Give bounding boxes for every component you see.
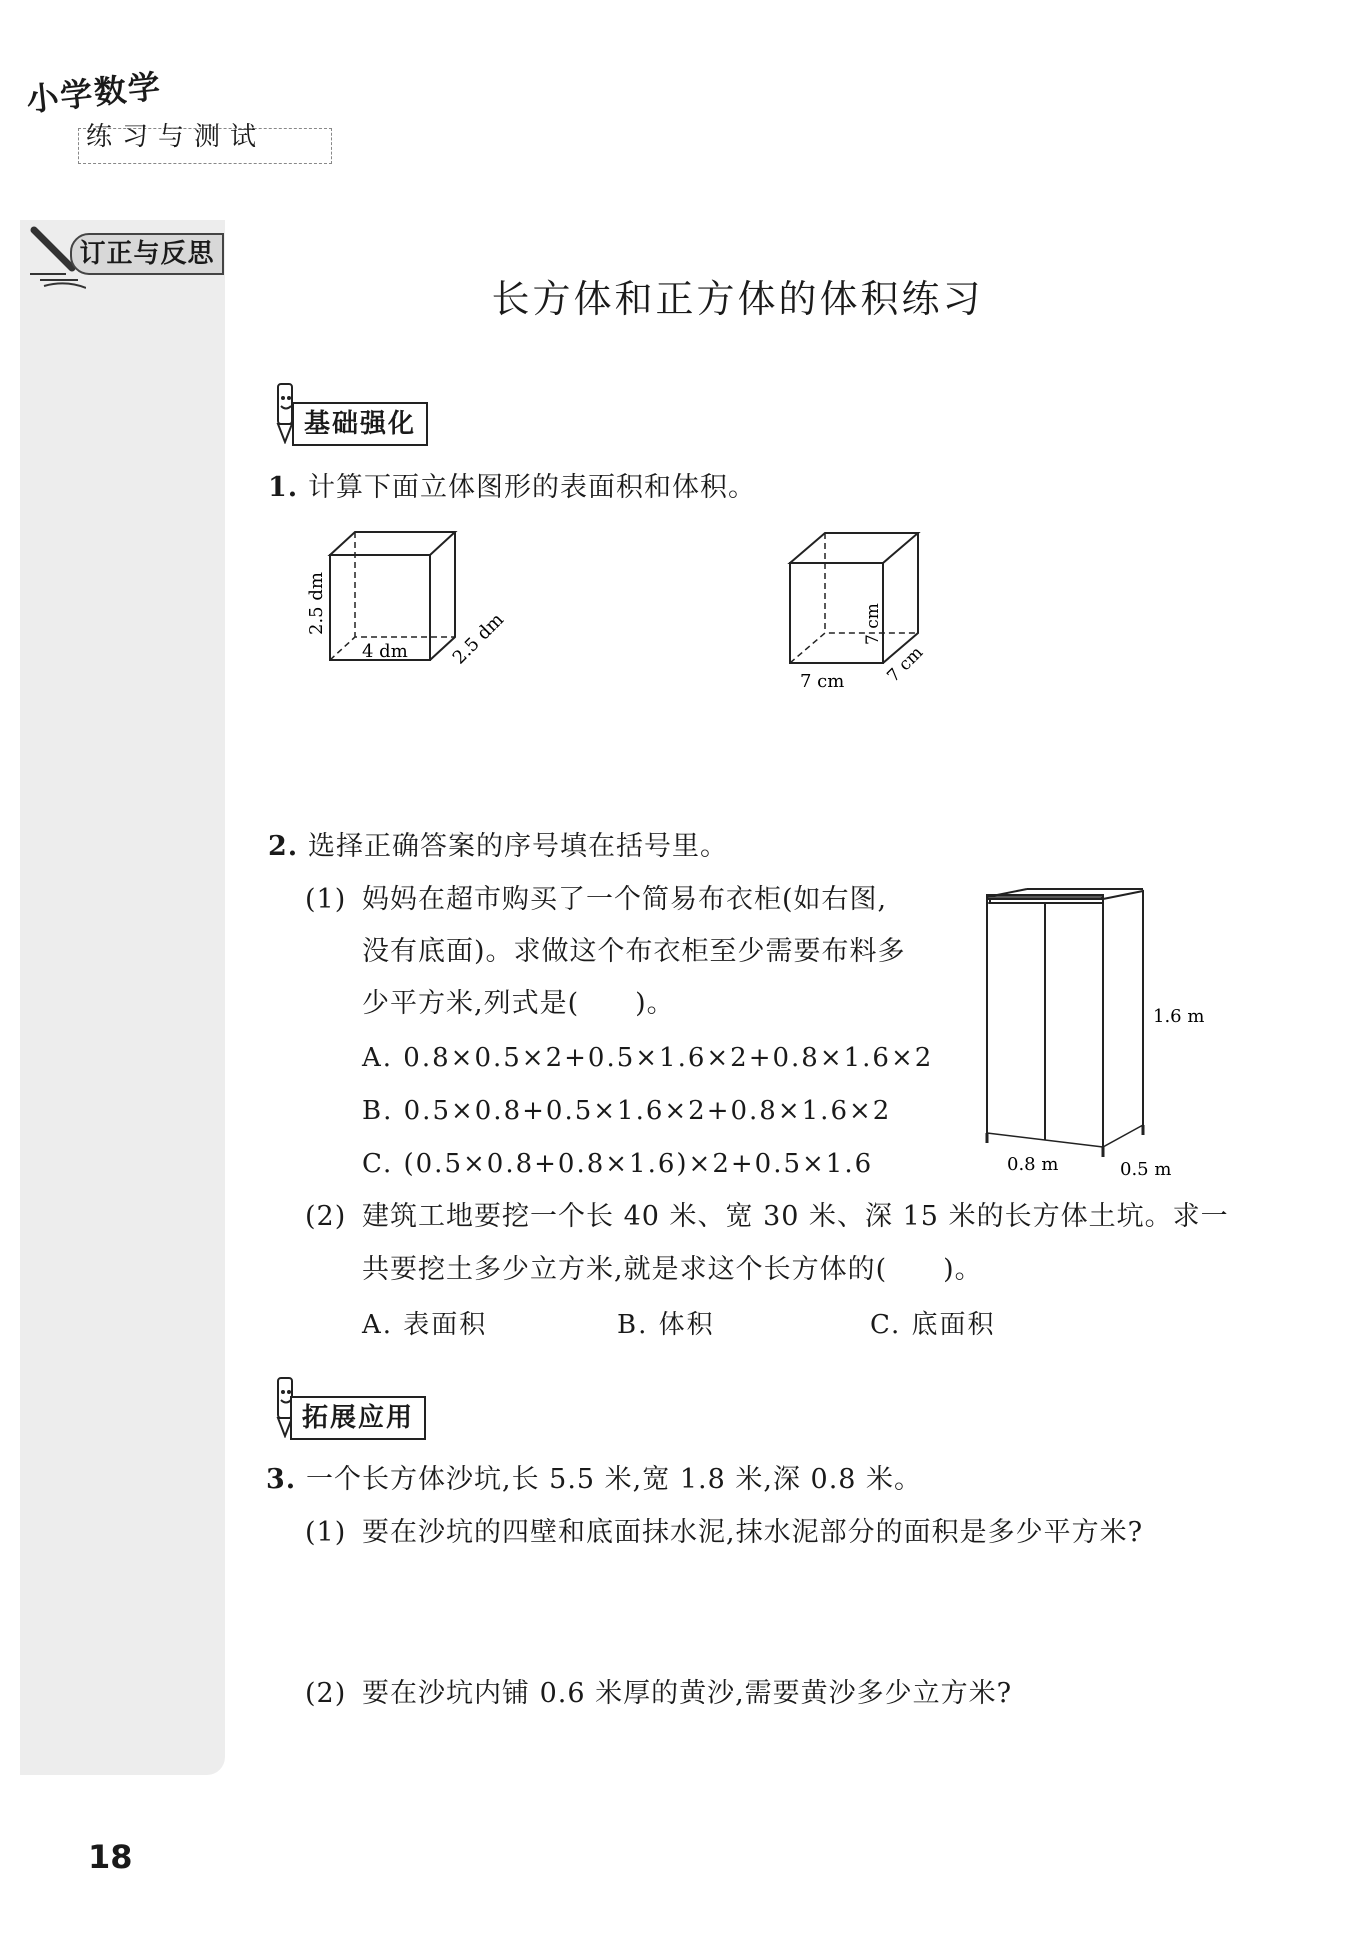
cuboid-width-label: 2.5 dm [448,609,509,669]
question-text: 一个长方体沙坑,长 5.5 米,宽 1.8 米,深 0.8 米。 [306,1464,923,1495]
sub-question-label: (1) [305,884,347,915]
sub-question-line: 建筑工地要挖一个长 40 米、宽 30 米、深 15 米的长方体土坑。求一 [362,1201,1229,1232]
question-text: 选择正确答案的序号填在括号里。 [308,831,728,862]
wardrobe-height-label: 1.6 m [1153,1006,1205,1027]
cube-length-label: 7 cm [800,671,845,692]
sub-question-line: 没有底面)。求做这个布衣柜至少需要布料多 [362,936,906,967]
cuboid-height-label: 2.5 dm [306,572,327,635]
sub-question-label: (1) [305,1517,347,1548]
sub-question-line: 少平方米,列式是( )。 [362,988,675,1019]
cube-width-label: 7 cm [883,642,928,687]
sub-question-line: 要在沙坑的四壁和底面抹水泥,抹水泥部分的面积是多少平方米? [362,1517,1144,1548]
question-number: 1. [268,472,299,503]
sub-question-line: 要在沙坑内铺 0.6 米厚的黄沙,需要黄沙多少立方米? [362,1678,1013,1709]
sub-question-line: 共要挖土多少立方米,就是求这个长方体的( )。 [362,1254,983,1285]
option-b: B. 0.5×0.8+0.5×1.6×2+0.8×1.6×2 [362,1096,892,1126]
cuboid-figure [300,525,530,680]
option-b: B. 体积 [617,1310,715,1340]
section-extended: 拓展应用 [290,1396,426,1440]
brand-subtitle: 练习与测试 [86,122,267,152]
question-text: 计算下面立体图形的表面积和体积。 [308,472,756,503]
question-number: 2. [268,831,299,862]
brand-title: 小学数学 [24,66,164,119]
wardrobe-depth-label: 0.5 m [1120,1159,1172,1180]
revision-tag: 订正与反思 [70,233,224,275]
cuboid-length-label: 4 dm [362,641,408,662]
option-c: C. 底面积 [870,1310,996,1340]
wardrobe-length-label: 0.8 m [1007,1154,1059,1175]
section-basic: 基础强化 [292,402,428,446]
sub-question-label: (2) [305,1201,347,1232]
option-a: A. 0.8×0.5×2+0.5×1.6×2+0.8×1.6×2 [362,1043,934,1073]
sub-question-line: 妈妈在超市购买了一个简易布衣柜(如右图, [362,884,888,915]
question-number: 3. [266,1464,297,1495]
page-title: 长方体和正方体的体积练习 [491,277,984,321]
option-a: A. 表面积 [362,1310,488,1340]
cube-figure [768,525,958,695]
sub-question-label: (2) [305,1678,347,1709]
cube-height-label: 7 cm [863,603,883,645]
revision-sidebar [20,220,225,1775]
wardrobe-figure [975,885,1230,1185]
option-c: C. (0.5×0.8+0.8×1.6)×2+0.5×1.6 [362,1149,874,1179]
page-number: 18 [88,1838,133,1876]
